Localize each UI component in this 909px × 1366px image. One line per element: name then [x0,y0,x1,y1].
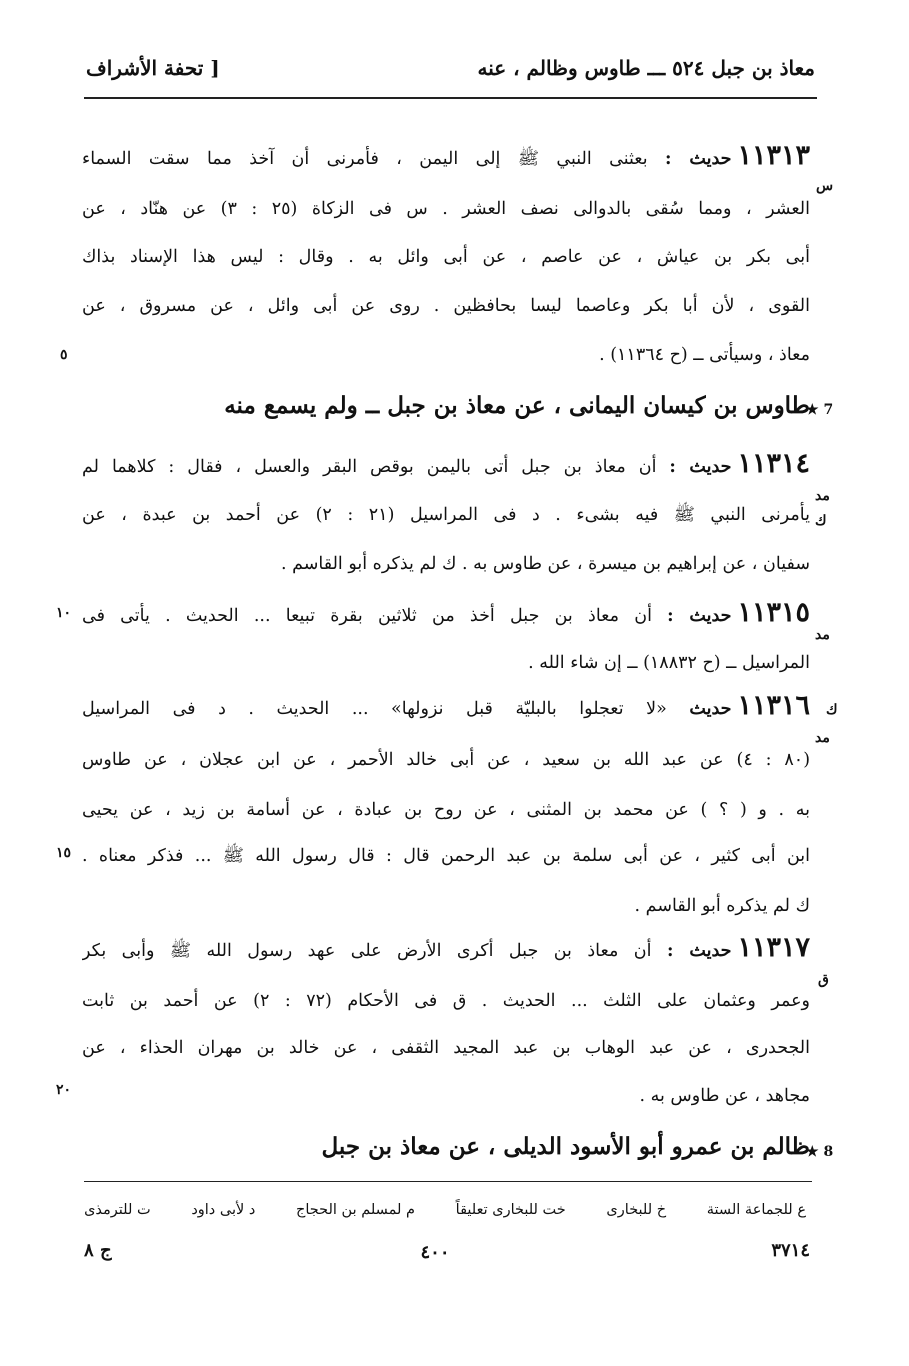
footer-rule [84,1181,812,1182]
line-number-10: ١٠ [56,605,72,621]
hadith-number: ١١٣١٥ [737,597,810,628]
hadith-number: ١١٣١٣ [737,140,810,171]
hadith-11315-line-1 [82,597,810,629]
hadith-11313-line-1 [82,140,810,172]
line-number-5: ٥ [60,347,68,363]
sigla-legend [84,1202,806,1218]
hadith-11316-line-3: به . و ( ؟ ) عن محمد بن المثنى ، عن روح بن عبادة ، عن أسامة بن زيد ، عن يحيى [82,800,810,820]
margin-siglum-md: مد [815,627,830,643]
hadith-keyword: حديث [689,699,732,719]
margin-siglum-q: ق [818,972,829,988]
hadith-number: ١١٣١٧ [737,932,810,963]
hadith-11316-line-2: (٨٠ : ٤) عن عبد الله بن سعيد ، عن أبى خالد الأحمر ، عن ابن عجلان ، عن طاوس [82,750,810,770]
hadith-text: أن معاذ بن جبل أخذ من ثلاثين بقرة تبيعا ... الحديث . يأتى فى [82,606,652,626]
hadith-number: ١١٣١٤ [737,448,810,479]
margin-siglum-md: مد [815,488,830,504]
legend-item: م لمسلم بن الحجاج [295,1202,415,1218]
hadith-11314-line-3: سفيان ، عن إبراهيم بن ميسرة ، عن طاوس به . ك لم يذكره أبو القاسم . [280,554,810,574]
section-marker-8: 8 ★ [806,1144,834,1160]
running-header-right: معاذ بن جبل ٥٢٤ ـــ طاوس وظالم ، عنه [477,56,815,80]
hadith-keyword: حديث : [666,941,732,961]
hadith-11314-line-1 [82,448,810,480]
hadith-keyword: حديث : [665,149,732,169]
volume-label: ج ٨ [84,1240,112,1261]
section-marker-7: 7 ★ [806,402,834,418]
hadith-11317-line-2: وعمر وعثمان على الثلث ... الحديث . ق فى الأحكام (٧٢ : ٢) عن أحمد بن ثابت [82,991,810,1011]
line-number-20: ٢٠ [56,1082,72,1098]
hadith-11317-line-3: الجحدرى ، عن عبد الوهاب بن عبد المجيد الثقفى ، عن خالد بن مهران الحذاء ، عن [82,1038,810,1058]
section-heading-8: ظالم بن عمرو أبو الأسود الديلى ، عن معاذ بن جبل [321,1133,810,1160]
hadith-number: ١١٣١٦ [737,690,810,721]
legend-item: خ للبخارى [606,1202,667,1218]
header-rule [84,97,817,99]
hadith-11316-line-5: ك لم يذكره أبو القاسم . [634,896,810,916]
hadith-11313-line-2: العشر ، ومما سُقى بالدوالى نصف العشر . س فى الزكاة (٢٥ : ٣) عن هنّاد ، عن [82,199,810,219]
sequence-number: ٣٧١٤ [771,1240,810,1261]
margin-siglum-k: ك [826,702,838,718]
hadith-11313-line-4: القوى ، لأن أبا بكر وعاصما ليسا بحافظين . روى عن أبى وائل ، عن مسروق ، عن [82,296,810,316]
hadith-11313-line-3: أبى بكر بن عياش ، عن عاصم ، عن أبى وائل به . وقال : ليس هذا الإسناد بذاك [82,247,810,267]
hadith-11317-line-4: مجاهد ، عن طاوس به . [639,1086,810,1106]
margin-siglum-md: مد [815,730,830,746]
line-number-15: ١٥ [56,845,72,861]
hadith-keyword: حديث : [667,606,732,626]
page-number: ٤٠٠ [420,1242,450,1263]
hadith-text: «لا تعجلوا بالبليّة قبل نزولها» ... الحديث . د فى المراسيل [82,699,667,719]
hadith-11317-line-1 [82,932,810,964]
section-heading-7: طاوس بن كيسان اليمانى ، عن معاذ بن جبل ــ ولم يسمع منه [224,392,810,419]
hadith-11315-line-2: المراسيل ــ (ح ١٨٨٣٢) ــ إن شاء الله . [528,653,810,673]
margin-siglum-k: ك [815,513,827,529]
running-header-left: [ تحفة الأشراف [86,56,220,80]
hadith-keyword: حديث : [669,457,732,477]
hadith-11314-line-2: يأمرنى النبي ﷺ فيه بشىء . د فى المراسيل (٢١ : ٢) عن أحمد بن عبدة ، عن [82,505,810,525]
hadith-text: أن معاذ بن جبل أتى باليمن بوقص البقر والعسل ، فقال : كلاهما لم [82,457,657,477]
legend-item: خت للبخارى تعليقاً [455,1202,566,1218]
legend-item: ع للجماعة الستة [706,1202,806,1218]
hadith-11316-line-4: ابن أبى كثير ، عن أبى سلمة بن عبد الرحمن قال : قال رسول الله ﷺ ... فذكر معناه . [82,846,810,866]
margin-siglum-s: س [816,178,834,194]
hadith-11316-line-1 [82,690,810,722]
hadith-text: أن معاذ بن جبل أكرى الأرض على عهد رسول الله ﷺ وأبى بكر [82,941,652,961]
hadith-text: بعثنى النبي ﷺ إلى اليمن ، فأمرنى أن آخذ مما سقت السماء [82,149,648,169]
legend-item: ت للترمذى [84,1202,151,1218]
legend-item: د لأبى داود [191,1202,256,1218]
hadith-11313-line-5: معاذ ، وسيأتى ــ (ح ١١٣٦٤) . [599,345,810,365]
